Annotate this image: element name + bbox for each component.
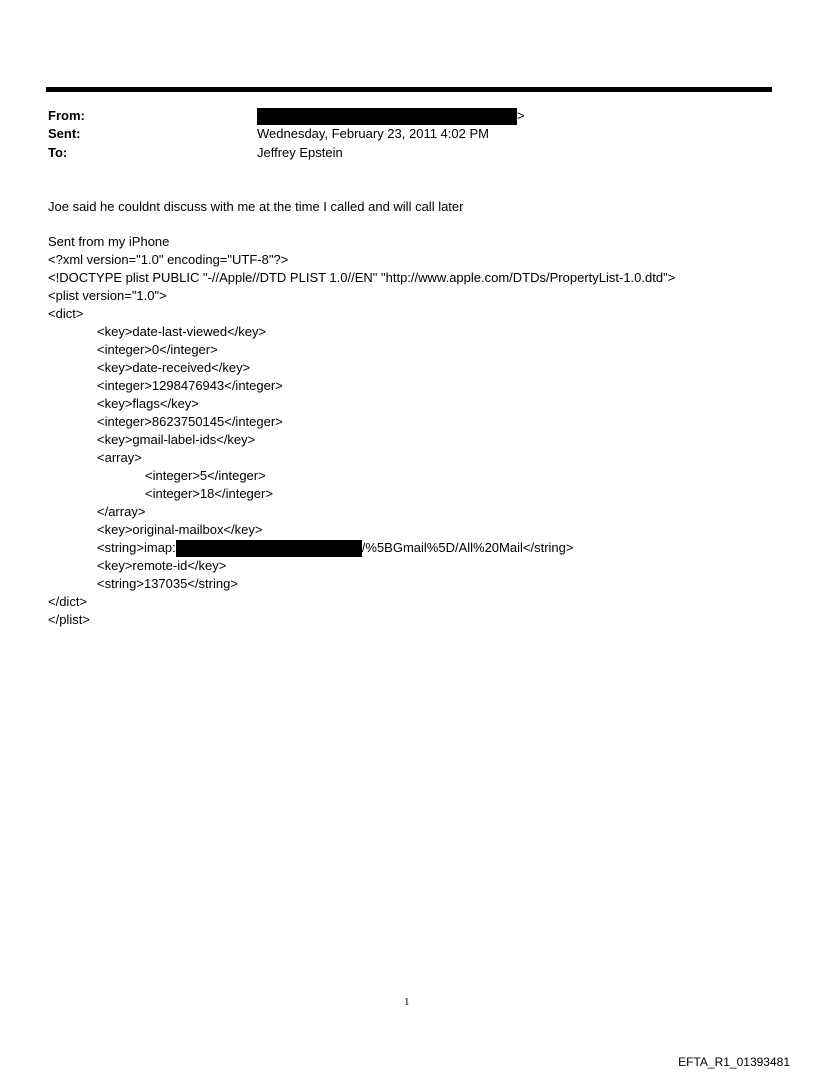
document-id: EFTA_R1_01393481 [678,1055,790,1069]
to-value: Jeffrey Epstein [257,145,343,160]
dict-close-line: </dict> [48,594,88,609]
to-label: To: [48,145,68,160]
from-value [257,107,525,125]
plist-line: <key>original-mailbox</key> [97,522,263,537]
page-number: 1 [404,996,410,1008]
plist-line: <array> [97,450,142,465]
plist-line: <key>gmail-label-ids</key> [97,432,256,447]
plist-imap-line [97,539,573,557]
plist-open-line: <plist version="1.0"> [48,288,167,303]
plist-line: <key>flags</key> [97,396,199,411]
signature: Sent from my iPhone [48,234,170,249]
from-suffix: > [517,108,525,123]
imap-prefix: <string>imap: [97,540,176,555]
redaction-bar [257,108,517,125]
plist-line: </array> [97,504,146,519]
redaction-bar [176,540,362,557]
plist-line: <integer>5</integer> [145,468,266,483]
imap-suffix: /%5BGmail%5D/All%20Mail</string> [361,540,574,555]
sent-label: Sent: [48,126,81,141]
plist-line: <integer>1298476943</integer> [97,378,283,393]
message-body: Joe said he couldnt discuss with me at the time I called and will call later [48,199,464,214]
plist-line: <key>date-last-viewed</key> [97,324,267,339]
plist-line: <integer>18</integer> [145,486,273,501]
header-rule [46,87,772,92]
plist-line: <integer>0</integer> [97,342,218,357]
xml-declaration: <?xml version="1.0" encoding="UTF-8"?> [48,252,289,267]
sent-value: Wednesday, February 23, 2011 4:02 PM [257,126,489,141]
from-label: From: [48,108,85,123]
plist-line: <integer>8623750145</integer> [97,414,283,429]
plist-line: <key>date-received</key> [97,360,251,375]
dict-open-line: <dict> [48,306,84,321]
plist-line: <key>remote-id</key> [97,558,227,573]
doctype-line: <!DOCTYPE plist PUBLIC "-//Apple//DTD PLIST 1.0//EN" "http://www.apple.com/DTDs/PropertyList-1.0.dtd"> [48,270,676,285]
plist-line: <string>137035</string> [97,576,238,591]
plist-close-line: </plist> [48,612,90,627]
